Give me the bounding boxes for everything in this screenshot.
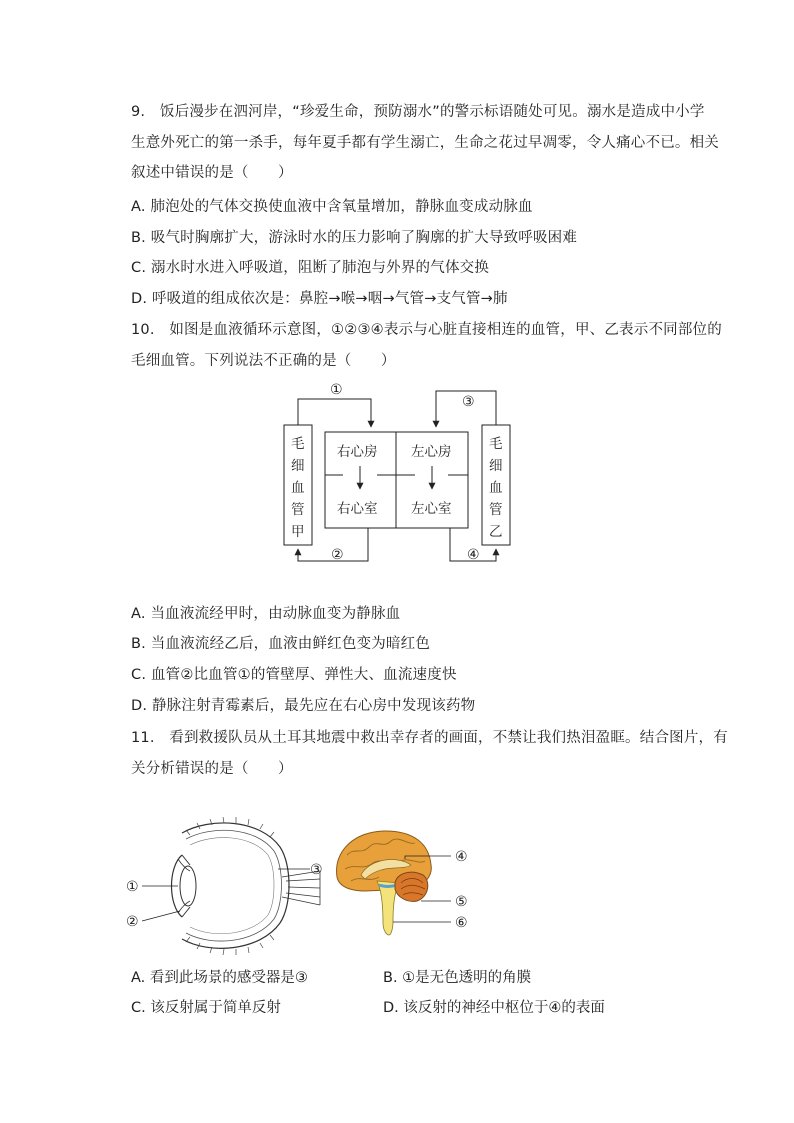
q10-stem-line-1: 10. 如图是血液循环示意图，①②③④表示与心脏直接相连的血管，甲、乙表示不同部位的 bbox=[131, 322, 722, 338]
eye-label-1: ① bbox=[126, 879, 139, 895]
left-ventricle-label: 左心室 bbox=[411, 501, 452, 517]
q10-stem-line-2: 毛细血管。下列说法不正确的是（ ） bbox=[131, 353, 396, 369]
q9-stem-line-3: 叙述中错误的是（ ） bbox=[131, 165, 293, 181]
left-capillary-char: 管 bbox=[291, 502, 305, 518]
brain-diagram bbox=[325, 825, 485, 940]
brain-label-6: ⑥ bbox=[455, 915, 468, 931]
vessel-3-label: ③ bbox=[462, 394, 475, 410]
right-capillary-char: 管 bbox=[489, 502, 503, 518]
q11-stem-line-1: 11. 看到救援队员从土耳其地震中救出幸存者的画面，不禁让我们热泪盈眶。结合图片，有 bbox=[131, 730, 728, 746]
right-capillary-char: 血 bbox=[489, 480, 503, 496]
left-capillary-char: 细 bbox=[291, 458, 305, 474]
vessel-1-label: ① bbox=[330, 382, 343, 398]
q11-stem-line-2: 关分析错误的是（ ） bbox=[131, 761, 293, 777]
left-capillary-char: 毛 bbox=[291, 436, 305, 452]
q10-option-b: B. 当血液流经乙后，血液由鲜红色变为暗红色 bbox=[131, 636, 431, 652]
left-capillary-char: 甲 bbox=[291, 524, 305, 540]
eye-label-3: ③ bbox=[310, 862, 323, 878]
q9-option-b: B. 吸气时胸廓扩大，游泳时水的压力影响了胸廓的扩大导致呼吸困难 bbox=[131, 230, 578, 246]
q10-option-c: C. 血管②比血管①的管壁厚、弹性大、血流速度快 bbox=[131, 667, 457, 683]
q9-option-c: C. 溺水时水进入呼吸道，阻断了肺泡与外界的气体交换 bbox=[131, 260, 490, 276]
q10-option-d: D. 静脉注射青霉素后，最先应在右心房中发现该药物 bbox=[131, 698, 476, 714]
q11-option-d: D. 该反射的神经中枢位于④的表面 bbox=[383, 1000, 605, 1016]
q9-stem-line-2: 生意外死亡的第一杀手，每年夏手都有学生溺亡，生命之花过早凋零，令人痛心不已。相关 bbox=[131, 135, 719, 151]
right-capillary-char: 乙 bbox=[489, 524, 503, 540]
left-capillary-char: 血 bbox=[291, 480, 305, 496]
q9-stem-line-1: 9. 饭后漫步在泗河岸，“珍爱生命，预防溺水”的警示标语随处可见。溺水是造成中小学 bbox=[131, 104, 705, 120]
q9-option-d: D. 呼吸道的组成依次是：鼻腔→喉→咽→气管→支气管→肺 bbox=[131, 291, 508, 307]
q11-option-b: B. ①是无色透明的角膜 bbox=[383, 970, 532, 986]
vessel-2-label: ② bbox=[331, 547, 344, 563]
blood-circulation-diagram bbox=[270, 375, 520, 575]
brain-label-5: ⑤ bbox=[455, 894, 468, 910]
brain-label-4: ④ bbox=[455, 849, 468, 865]
right-capillary-char: 毛 bbox=[489, 436, 503, 452]
vessel-4-label: ④ bbox=[467, 547, 480, 563]
eye-label-2: ② bbox=[126, 914, 139, 930]
eye-diagram bbox=[120, 815, 340, 960]
q11-option-a: A. 看到此场景的感受器是③ bbox=[131, 970, 308, 986]
q10-option-a: A. 当血液流经甲时，由动脉血变为静脉血 bbox=[131, 606, 401, 622]
left-atrium-label: 左心房 bbox=[411, 444, 452, 460]
q9-option-a: A. 肺泡处的气体交换使血液中含氧量增加，静脉血变成动脉血 bbox=[131, 199, 533, 215]
right-atrium-label: 右心房 bbox=[337, 444, 378, 460]
right-capillary-char: 细 bbox=[489, 458, 503, 474]
right-ventricle-label: 右心室 bbox=[337, 501, 378, 517]
q11-option-c: C. 该反射属于简单反射 bbox=[131, 1000, 281, 1016]
